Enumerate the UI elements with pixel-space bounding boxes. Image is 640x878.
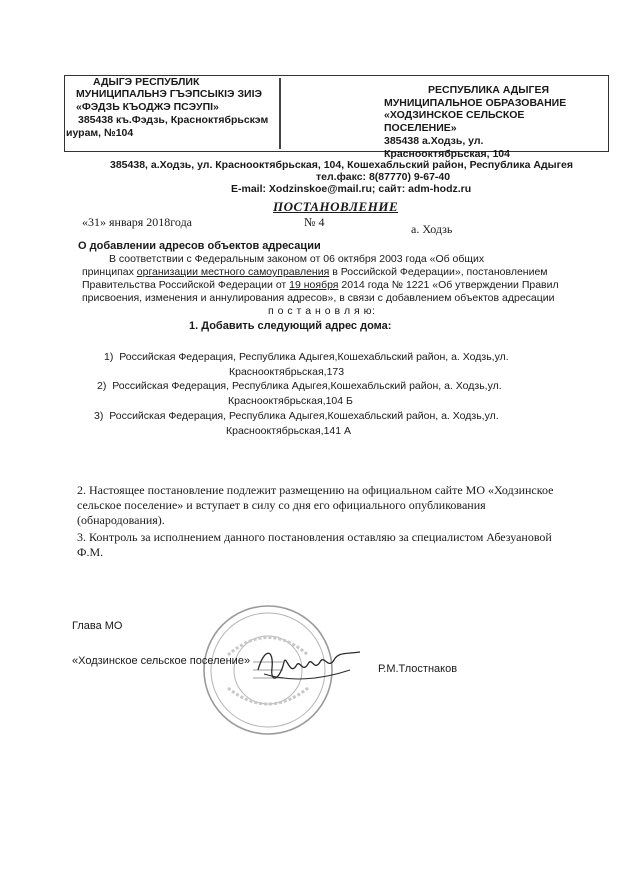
signatory-name: Р.М.Тлостнаков: [378, 663, 458, 675]
header-right-line6: Краснооктябрьская, 104: [384, 148, 510, 160]
item2-line3: (обнародования).: [77, 513, 165, 527]
preamble-line2-a: принципах: [82, 266, 137, 278]
address-item-3: [94, 410, 499, 423]
decree-number: № 4: [304, 215, 325, 229]
header-left-line5: иурам, №104: [66, 127, 134, 139]
preamble-line2: [82, 266, 548, 279]
signature-title-line1: Глава МО: [72, 620, 123, 632]
header-right-line1: РЕСПУБЛИКА АДЫГЕЯ: [428, 84, 550, 96]
header-left-line2: МУНИЦИПАЛЬНЭ ГЪЭПСЫКIЭ ЗИIЭ: [76, 88, 262, 100]
item1-heading: 1. Добавить следующий адрес дома:: [189, 320, 392, 332]
preamble-line1: В соответствии с Федеральным законом от 06 октября 2003 года «Об общих: [109, 253, 485, 265]
preamble-line2-c: в Российской Федерации», постановлением: [329, 266, 548, 278]
preamble-line3-c: 2014 года № 1221 «Об утверждении Правил: [338, 279, 559, 291]
header-divider: [279, 78, 281, 149]
item2-line2: сельское поселение» и вступает в силу со дня его официального опубликования: [77, 498, 486, 512]
address-item-3-line2: Краснооктябрьская,141 А: [226, 425, 352, 437]
address-num: 1): [104, 351, 114, 363]
address-line1: Российская Федерация, Республика Адыгея,Кошехабльский район, а. Ходзь,ул.: [109, 410, 499, 422]
address-item-1: [104, 351, 509, 364]
header-right-line2: МУНИЦИПАЛЬНОЕ ОБРАЗОВАНИЕ: [384, 97, 567, 109]
preamble-line3-a: Правительства Российской Федерации от: [82, 279, 290, 291]
decree-title: ПОСТАНОВЛЕНИЕ: [273, 199, 399, 214]
handwritten-signature: [250, 640, 370, 690]
org-address: 385438, а.Ходзь, ул. Краснооктябрьская, 104, Кошехабльский район, Республика Адыгея: [110, 159, 573, 171]
decree-place: а. Ходзь: [411, 222, 453, 236]
item3-line1: 3. Контроль за исполнением данного постановления оставляю за специалистом Абезуановой: [77, 530, 552, 544]
address-num: 3): [94, 410, 104, 422]
header-left-line3: «ФЭДЗЬ КЪОДЖЭ ПСЭУПI»: [76, 101, 219, 113]
address-item-2: [97, 380, 502, 393]
preamble-line3-b: 19 ноября: [289, 279, 339, 291]
org-email: E-mail: Xodzinskoe@mail.ru; сайт: adm-hodz.ru: [231, 183, 472, 195]
decree-date: «31» января 2018года: [82, 215, 193, 229]
item2-line1: 2. Настоящее постановление подлежит размещению на официальном сайте МО «Ходзинское: [77, 483, 554, 497]
header-left-line1: АДЫГЭ РЕСПУБЛИК: [93, 76, 200, 88]
preamble-line4: присвоения, изменения и аннулирования адресов», в связи с добавлением объектов адресации: [82, 292, 555, 304]
address-item-1-line2: Краснооктябрьская,173: [229, 366, 345, 378]
header-right-line4: ПОСЕЛЕНИЕ»: [384, 122, 457, 134]
item3-line2: Ф.М.: [77, 545, 104, 559]
decree-subject: О добавлении адресов объектов адресации: [78, 240, 321, 252]
preamble-line2-b: организации местного самоуправления: [136, 266, 330, 278]
header-left-line4: 385438 къ.Фэдзь, Красноктябрьскэм: [78, 114, 269, 126]
preamble-line3: [82, 279, 559, 292]
resolve-word: п о с т а н о в л я ю:: [268, 305, 376, 317]
header-right-line3: «ХОДЗИНСКОЕ СЕЛЬСКОЕ: [384, 109, 525, 121]
address-line1: Российская Федерация, Республика Адыгея,Кошехабльский район, а. Ходзь,ул.: [119, 351, 509, 363]
signature-title-line2: «Ходзинское сельское поселение»: [72, 655, 251, 667]
address-item-2-line2: Краснооктябрьская,104 Б: [228, 395, 353, 407]
org-phone: тел.факс: 8(87770) 9-67-40: [316, 171, 451, 183]
address-num: 2): [97, 380, 107, 392]
header-right-line5: 385438 а.Ходзь, ул.: [384, 135, 484, 147]
address-line1: Российская Федерация, Республика Адыгея,Кошехабльский район, а. Ходзь,ул.: [112, 380, 502, 392]
